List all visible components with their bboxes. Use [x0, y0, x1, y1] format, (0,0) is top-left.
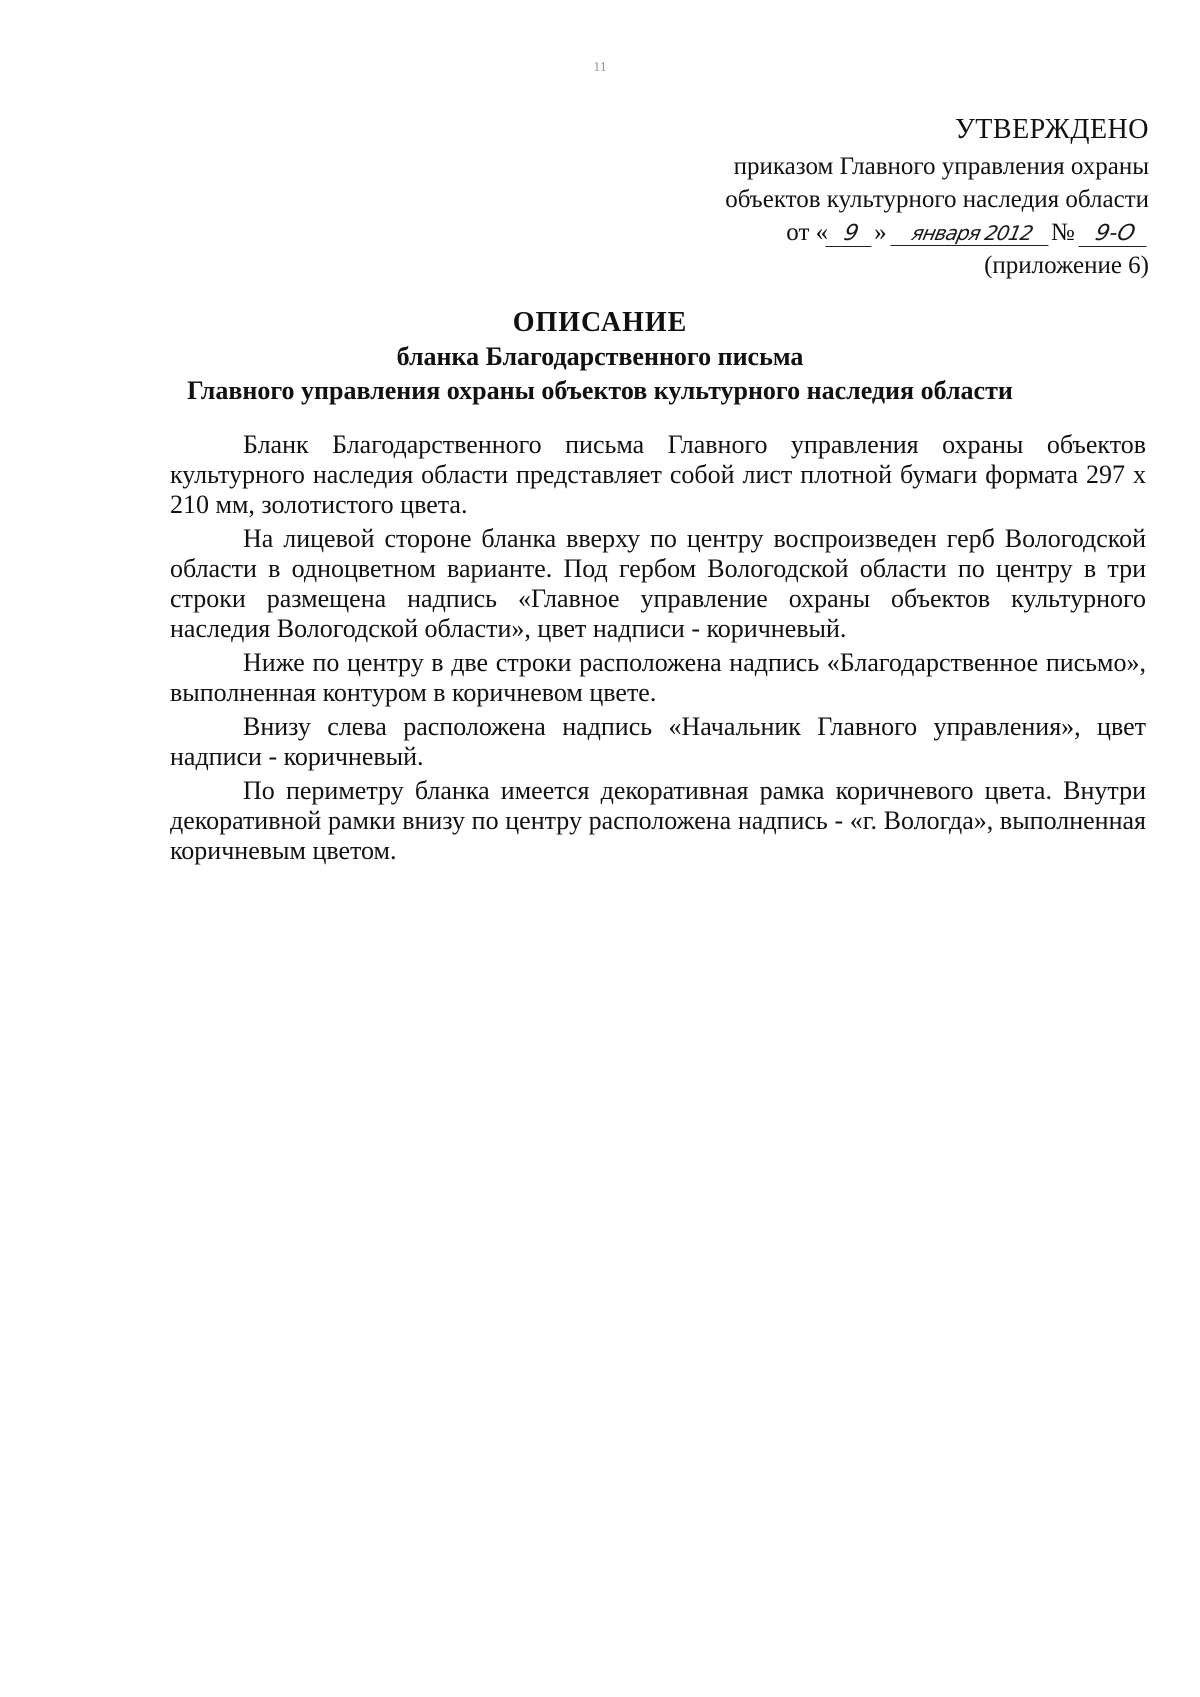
document-title [0, 306, 1200, 408]
document-body [170, 430, 1146, 870]
page-number: 11 [593, 60, 607, 75]
approval-heading: УТВЕРЖДЕНО [954, 114, 1149, 145]
paragraph-3: Ниже по центру в две строки расположена надпись «Благодарственное письмо», выполненная контуром в коричневом цвете. [170, 648, 1146, 707]
title-line-3: Главного управления охраны объектов культурного наследия области [187, 376, 1013, 405]
title-line-1: ОПИСАНИЕ [512, 307, 688, 338]
approval-appendix: (приложение 6) [984, 252, 1149, 279]
date-prefix: от « [786, 219, 829, 246]
paragraph-2: На лицевой стороне бланка вверху по центру воспроизведен герб Вологодской области в одноцветном варианте. Под гербом Вологодской области по центру в три строки размещена надпись «Главное управление охраны объектов культурного наследия Вологодской области», цвет надписи - коричневый. [170, 524, 1146, 643]
date-month-year-handwritten: января 2012 [890, 221, 1053, 246]
approval-block [589, 113, 1149, 282]
order-number-handwritten: 9-О [1078, 222, 1151, 247]
approval-date-line [589, 216, 1149, 249]
paragraph-4: Внизу слева расположена надпись «Начальник Главного управления», цвет надписи - коричневый. [170, 712, 1146, 771]
date-day-handwritten: 9 [825, 222, 876, 247]
date-mid: » [874, 219, 887, 246]
approval-line-1: приказом Главного управления охраны [733, 153, 1149, 180]
paragraph-1: Бланк Благодарственного письма Главного управления охраны объектов культурного наследия области представляет собой лист плотной бумаги формата 297 х 210 мм, золотистого цвета. [170, 430, 1146, 519]
number-label: № [1050, 219, 1075, 246]
paragraph-5: По периметру бланка имеется декоративная рамка коричневого цвета. Внутри декоративной рамки внизу по центру расположена надпись - «г. Вологда», выполненная коричневым цветом. [170, 776, 1146, 865]
title-line-2: бланка Благодарственного письма [396, 342, 804, 371]
approval-line-2: объектов культурного наследия области [725, 186, 1149, 213]
